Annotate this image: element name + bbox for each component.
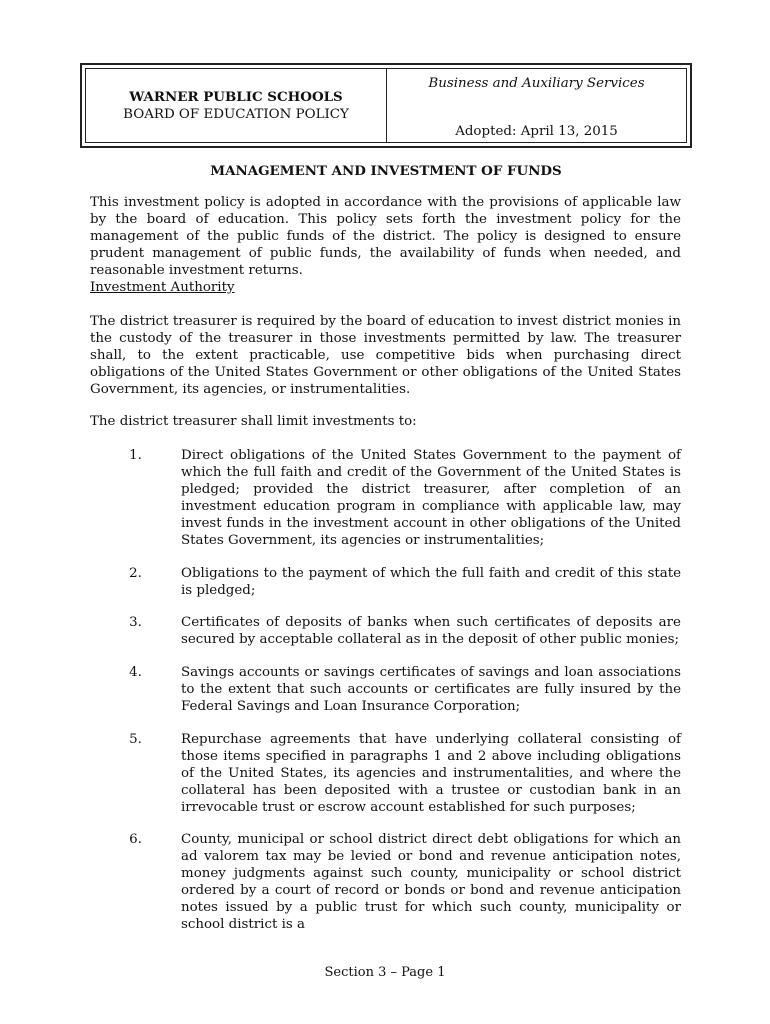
list-item-text: Direct obligations of the United States Government to the payment of which the full faith and credit of the Government of the United States is pledged; provided the district treasurer, after completion of an investment education program in compliance with applicable law, may invest funds in the investment account in other obligations of the United States Government, its agencies or instrumentalities; xyxy=(181,448,681,548)
list-item-number: 4. xyxy=(129,665,142,680)
list-item-text: Obligations to the payment of which the full faith and credit of this state is pledged; xyxy=(181,566,681,598)
policy-title: MANAGEMENT AND INVESTMENT OF FUNDS xyxy=(210,163,562,179)
section-heading: Investment Authority xyxy=(90,280,235,295)
policy-header-inner xyxy=(85,68,687,143)
department-label: Business and Auxiliary Services xyxy=(428,76,645,91)
limit-intro: The district treasurer shall limit investments to: xyxy=(90,414,417,429)
policy-header-box xyxy=(80,63,692,148)
header-left-cell xyxy=(86,69,387,142)
page-footer: Section 3 – Page 1 xyxy=(324,965,446,980)
list-item xyxy=(90,664,681,715)
list-item-number: 5. xyxy=(129,732,142,747)
list-item xyxy=(90,447,681,549)
list-item-text: Repurchase agreements that have underlying collateral consisting of those items specified in paragraphs 1 and 2 above including obligations of the United States, its agencies and instrumentalities, and where the collateral has been deposited with a trustee or custodian bank in an irrevocable trust or escrow account established for such purposes; xyxy=(181,732,681,815)
policy-type: BOARD OF EDUCATION POLICY xyxy=(123,106,349,122)
list-item xyxy=(90,831,681,933)
list-item xyxy=(90,565,681,599)
list-item xyxy=(90,614,681,648)
intro-paragraph: This investment policy is adopted in accordance with the provisions of applicable law by the board of education. This policy sets forth the investment policy for the management of the public funds of the district. The policy is designed to ensure prudent management of public funds, the availability of funds when needed, and reasonable investment returns. xyxy=(90,195,681,278)
list-item-number: 3. xyxy=(129,615,142,630)
list-item-text: Certificates of deposits of banks when such certificates of deposits are secured by acceptable collateral as in the deposit of other public monies; xyxy=(181,615,681,647)
adopted-date: Adopted: April 13, 2015 xyxy=(455,124,618,139)
list-item-text: County, municipal or school district direct debt obligations for which an ad valorem tax may be levied or bond and revenue anticipation notes, money judgments against such county, municipality or school district ordered by a court of record or bonds or bond and revenue anticipation notes issued by a public trust for which such county, municipality or school district is a xyxy=(181,832,681,932)
header-right-cell xyxy=(387,69,686,142)
district-name: WARNER PUBLIC SCHOOLS xyxy=(129,88,343,105)
list-item-number: 6. xyxy=(129,832,142,847)
list-item-number: 1. xyxy=(129,448,142,463)
list-item xyxy=(90,731,681,816)
list-item-text: Savings accounts or savings certificates of savings and loan associations to the extent that such accounts or certificates are fully insured by the Federal Savings and Loan Insurance Corporation; xyxy=(181,665,681,714)
list-item-number: 2. xyxy=(129,566,142,581)
authority-paragraph: The district treasurer is required by the board of education to invest district monies in the custody of the treasurer in those investments permitted by law. The treasurer shall, to the extent practicable, use competitive bids when purchasing direct obligations of the United States Government or other obligations of the United States Government, its agencies, or instrumentalities. xyxy=(90,314,681,397)
